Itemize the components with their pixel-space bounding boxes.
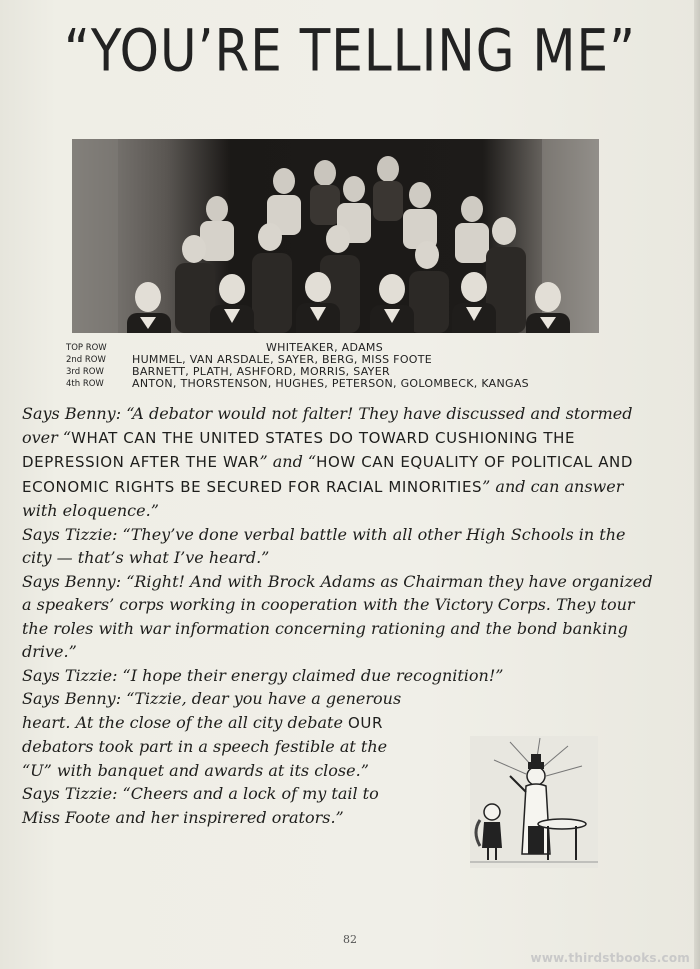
page-edge	[694, 0, 700, 969]
roster-row-names: ANTON, THORSTENSON, HUGHES, PETERSON, GOLOMBECK, KANGAS	[132, 377, 529, 390]
roster-row-names: BARNETT, PLATH, ASHFORD, MORRIS, SAYER	[132, 365, 390, 378]
text-span: Says Benny: “A debator would not falter! They have discussed and stormed over “	[22, 404, 633, 447]
roster-row-names: HUMMEL, VAN ARSDALE, SAYER, BERG, MISS FOOTE	[132, 353, 432, 366]
cartoon-illustration	[470, 736, 598, 868]
watermark: www.thirdstbooks.com	[530, 951, 690, 965]
paragraph-tizzie-3: Says Tizzie: “Cheers and a lock of my tail to Miss Foote and her inspirered orators.”	[22, 784, 379, 827]
paragraph-benny-1	[22, 402, 654, 523]
paragraph-tizzie-2: Says Tizzie: “I hope their energy claimed due recognition!”	[22, 665, 504, 685]
text-span: ” and can answer with eloquence.”	[22, 476, 624, 520]
page-number: 82	[343, 933, 357, 946]
roster-row-label: 3rd ROW	[66, 367, 104, 377]
caps-span: HOW CAN EQUALITY OF POLITICAL AND ECONOMIC RIGHTS BE SECURED FOR RACIAL MINORITIES	[22, 453, 634, 496]
roster-row-names: WHITEAKER, ADAMS	[266, 341, 383, 354]
roster-row-label: 2nd ROW	[66, 355, 106, 365]
roster	[66, 342, 646, 390]
text-span: ” and “	[259, 452, 317, 471]
paragraph-benny-2: Says Benny: “Right! And with Brock Adams as Chairman they have organized a speakers’ corps working in cooperation with the Victory Corps. They tour the roles with war information concerning rationing and the bond banking drive.”	[22, 571, 653, 661]
roster-row-label: TOP ROW	[66, 343, 107, 353]
caps-span: OUR	[348, 713, 384, 732]
paragraph-tizzie-1: Says Tizzie: “They’ve done verbal battle with all other High Schools in the city — that’s what I’ve heard.”	[22, 524, 626, 567]
roster-row-label: 4th ROW	[66, 379, 104, 389]
paragraph-benny-3	[22, 687, 412, 782]
text-span: debators took part in a speech festible at the “U” with banquet and awards at its close.”	[22, 737, 388, 780]
roster-row-4th	[66, 378, 646, 390]
page-title: “YOU’RE TELLING ME”	[63, 17, 637, 85]
group-photo	[72, 139, 599, 333]
text-span: Says Benny: “Tizzie, dear you have a generous heart. At the close of the all city debate	[22, 689, 402, 732]
caps-span: WHAT CAN THE UNITED STATES DO TOWARD CUSHIONING THE DEPRESSION AFTER THE WAR	[22, 428, 576, 471]
